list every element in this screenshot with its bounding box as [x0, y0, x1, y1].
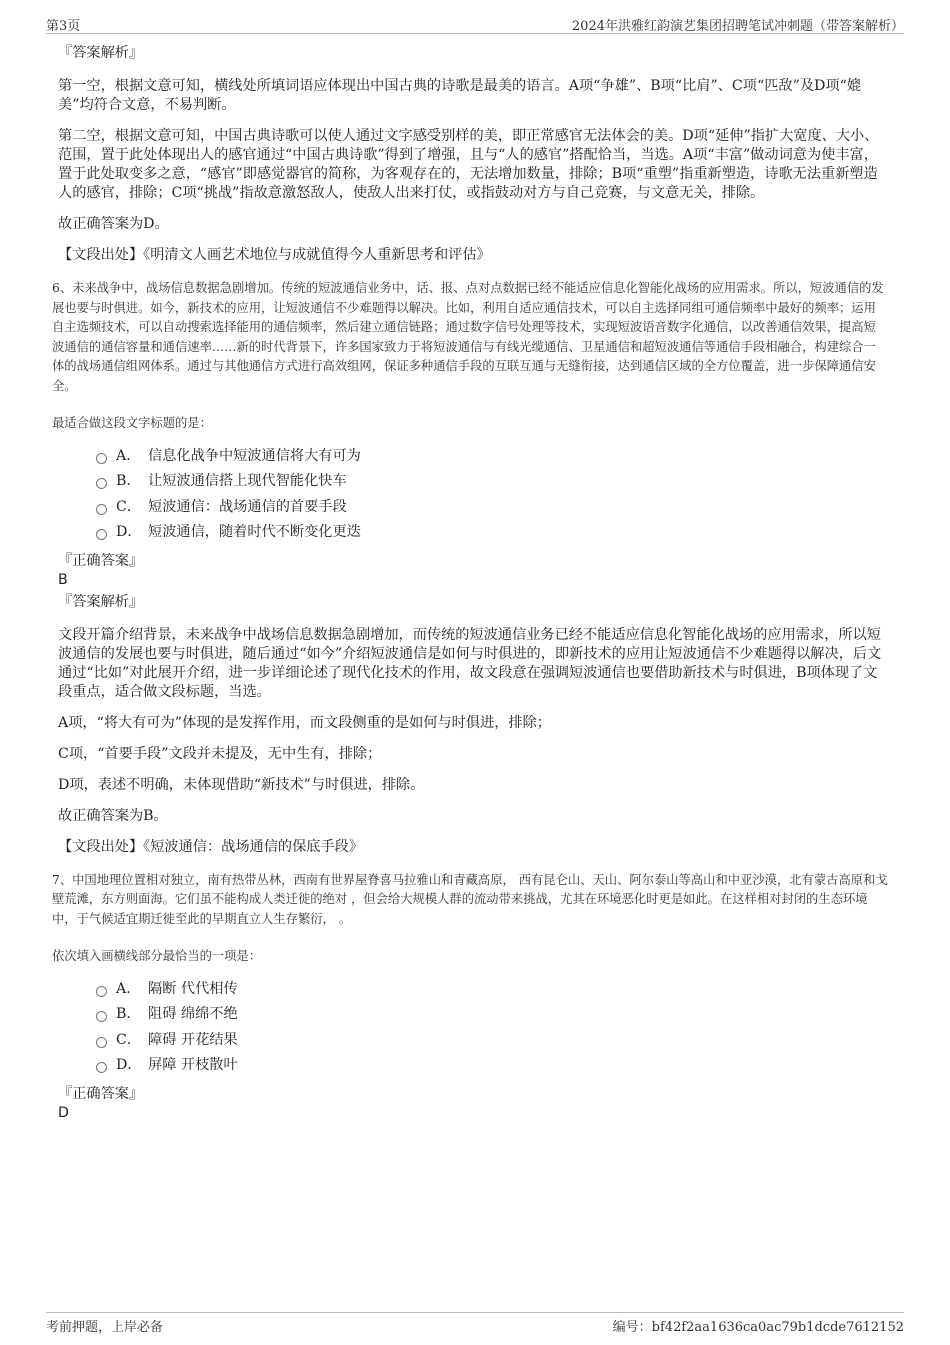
q6-stem: 6、未来战争中，战场信息数据急剧增加。传统的短波通信业务中，话、报、点对点数据已经不能适应信息化智能化战场的应用需求。所以，短波通信的发展也要与时俱进。如今，新技术的应用，让短波通信不少难题得以解决。比如，利用自适应通信技术，可以自主选择同组可通信频率中最好的频率；运用自主选频技术，可以自动搜索选择能用的通信频率，然后建立通信链路；通过数字信号处理等技术，实现短波语音数字化通信，以改善通信效果，提高短波通信的通信容量和通信速率……新的时代背景下，许多国家致力于将短波通信与有线光缆通信、卫星通信和超短波通信等通信手段相融合，构建综合一体的战场通信组网体系。通过与其他通信方式进行高效组网，保证多种通信手段的互联互通与无缝衔接，达到通信区域的全方位覆盖，进一步保障通信安全。 [52, 281, 884, 393]
q7-options [96, 977, 888, 1079]
document-title: 2024年洪雅红韵演艺集团招聘笔试冲刺题（带答案解析） [571, 19, 904, 34]
footer-slogan: 考前押题，上岸必备 [46, 1320, 164, 1335]
q6-option-d[interactable]: D． 短波通信，随着时代不断变化更迭 [96, 520, 888, 546]
document-id: 编号：bf42f2aa1636ca0ac79b1dcde7612152 [612, 1320, 904, 1335]
q7-option-c[interactable]: C． 障碍 开花结果 [96, 1028, 888, 1054]
q5-analysis-label: 『答案解析』 [58, 45, 144, 61]
q5-conclusion: 故正确答案为D。 [58, 216, 169, 232]
q6-option-c[interactable]: C． 短波通信：战场通信的首要手段 [96, 495, 888, 521]
page-header [46, 13, 904, 34]
q5-analysis-p1: 第一空，根据文意可知，横线处所填词语应体现出中国古典的诗歌是最美的语言。A项“争雄”、B项“比肩”、C项“匹敌”及D项“媲美”均符合文意，不易判断。 [58, 78, 862, 113]
q6-option-a[interactable]: A． 信息化战争中短波通信将大有可为 [96, 444, 888, 470]
q7-question: 依次填入画横线部分最恰当的一项是： [52, 949, 262, 963]
q6-conclusion: 故正确答案为B。 [58, 807, 168, 824]
page-number: 第3页 [46, 19, 81, 34]
q6-question: 最适合做这段文字标题的是： [52, 416, 212, 430]
q6-analysis-label: 『答案解析』 [58, 593, 144, 610]
radio-icon[interactable] [96, 529, 107, 540]
radio-icon[interactable] [96, 453, 107, 464]
q5-source: 【文段出处】《明清文人画艺术地位与成就值得今人重新思考和评估》 [58, 247, 491, 263]
q7-option-b[interactable]: B． 阻碍 绵绵不绝 [96, 1002, 888, 1028]
q6-analysis-p1: 文段开篇介绍背景，未来战争中战场信息数据急剧增加，而传统的短波通信业务已经不能适应信息化智能化战场的应用需求，所以短波通信的发展也要与时俱进，随后通过“如今”介绍短波通信是如何与时俱进的，即新技术的应用让短波通信不少难题得以解决，后文通过“比如”对此展开介绍，进一步详细论述了现代化技术的作用，故文段意在强调短波通信也要借助新技术与时俱进，B项体现了文段重点，适合做文段标题，当选。 [58, 626, 882, 700]
q7-option-a[interactable]: A． 隔断 代代相传 [96, 977, 888, 1003]
q7-stem: 7、中国地理位置相对独立，南有热带丛林，西南有世界屋脊喜马拉雅山和青藏高原， 西有昆仑山、天山、阿尔泰山等高山和中亚沙漠，北有蒙古高原和戈壁荒滩，东方则面海。它们虽不能构成人类迁徙的绝对 ，但会给大规模人群的流动带来挑战，尤其在环境恶化时更是如此。在这样相对封闭的生态环境中，于气候适宜期迁徙至此的早期直立人生存繁衍， 。 [52, 872, 888, 926]
q6-source: 【文段出处】《短波通信：战场通信的保底手段》 [58, 838, 364, 855]
q7-option-d[interactable]: D． 屏障 开枝散叶 [96, 1053, 888, 1079]
q6-answer: B [58, 571, 68, 588]
radio-icon[interactable] [96, 1011, 107, 1022]
q5-analysis-p2: 第二空，根据文意可知，中国古典诗歌可以使人通过文字感受别样的美，即正常感官无法体会的美。D项“延伸”指扩大宽度、大小、范围，置于此处体现出人的感官通过“中国古典诗歌”得到了增强，且与“人的感官”搭配恰当，当选。A项“丰富”做动词意为使丰富，置于此处取变多之意，“感官”即感觉器官的简称，为客观存在的，无法增加数量，排除；B项“重塑”指重新塑造，诗歌无法重新塑造人的感官，排除；C项“挑战”指故意激怒敌人，使敌人出来打仗，或指鼓动对方与自己竞赛，与文意无关，排除。 [58, 128, 879, 201]
radio-icon[interactable] [96, 504, 107, 515]
radio-icon[interactable] [96, 1062, 107, 1073]
q6-option-b[interactable]: B． 让短波通信搭上现代智能化快车 [96, 469, 888, 495]
q6-analysis-p4: D项，表述不明确，未体现借助“新技术”与时俱进，排除。 [58, 776, 425, 793]
q6-options [96, 444, 888, 546]
q7-answer: D [58, 1104, 69, 1121]
q6-answer-label: 『正确答案』 [58, 552, 144, 569]
radio-icon[interactable] [96, 1037, 107, 1048]
page-content [52, 44, 888, 1126]
radio-icon[interactable] [96, 478, 107, 489]
q7-answer-label: 『正确答案』 [58, 1085, 144, 1102]
q6-analysis-p3: C项，“首要手段”文段并未提及，无中生有，排除； [58, 745, 382, 762]
radio-icon[interactable] [96, 986, 107, 997]
page-footer [46, 1312, 904, 1335]
q6-analysis-p2: A项，“将大有可为”体现的是发挥作用，而文段侧重的是如何与时俱进，排除； [58, 714, 551, 731]
